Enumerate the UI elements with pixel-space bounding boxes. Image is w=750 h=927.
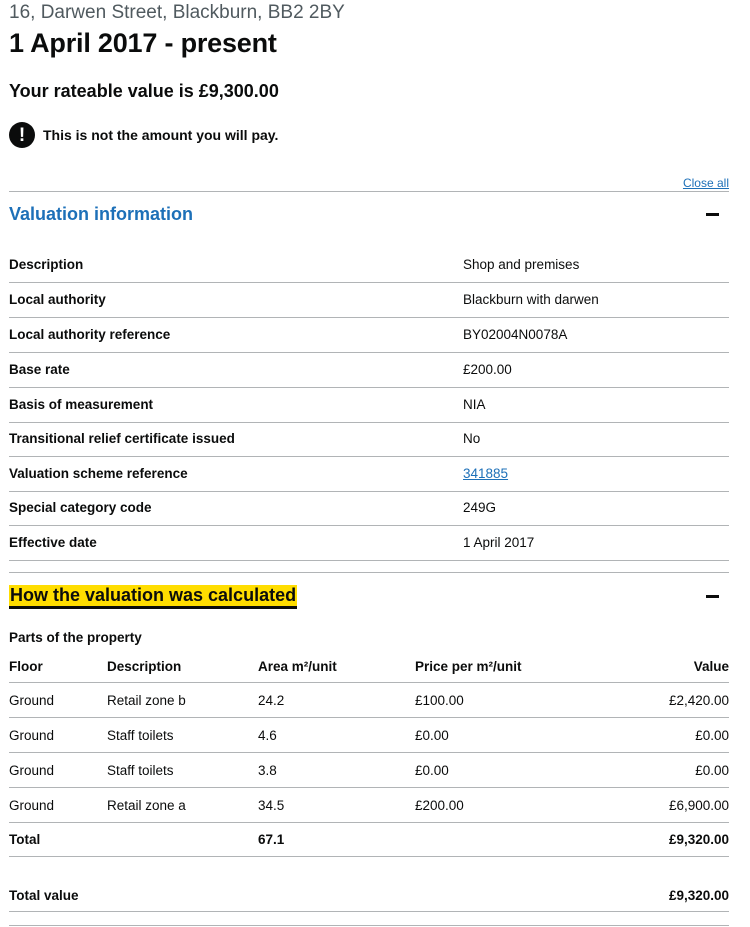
cell-value: £2,420.00 [668, 692, 729, 708]
section-divider [9, 191, 729, 192]
total-row-value: £9,320.00 [668, 832, 729, 847]
table-caption: Parts of the property [9, 630, 142, 645]
summary-key: Valuation scheme reference [9, 466, 188, 481]
exclamation-icon: ! [9, 122, 35, 148]
summary-key: Effective date [9, 535, 97, 550]
summary-row [9, 491, 729, 526]
property-address: 16, Darwen Street, Blackburn, BB2 2BY [9, 2, 345, 23]
cell-description: Staff toilets [107, 727, 174, 743]
table-row [9, 788, 729, 823]
valuation-period-heading: 1 April 2017 - present [9, 28, 277, 58]
summary-row [9, 248, 729, 283]
collapse-icon[interactable] [706, 213, 719, 216]
cell-description: Retail zone a [107, 797, 186, 813]
summary-key: Local authority [9, 292, 106, 307]
total-label: Total [9, 832, 41, 847]
cell-value: £0.00 [695, 762, 729, 778]
table-row [9, 753, 729, 788]
cell-value: £0.00 [695, 727, 729, 743]
cell-description: Retail zone b [107, 692, 186, 708]
cell-floor: Ground [9, 797, 55, 813]
cell-area: 3.8 [258, 762, 277, 778]
cell-price: £0.00 [415, 727, 449, 743]
summary-key: Transitional relief certificate issued [9, 431, 235, 446]
header-floor: Floor [9, 658, 43, 674]
total-value-amount: £9,320.00 [668, 888, 729, 903]
header-description: Description [107, 658, 182, 674]
summary-value: Shop and premises [463, 257, 580, 272]
summary-value: NIA [463, 397, 486, 412]
cell-floor: Ground [9, 692, 55, 708]
summary-key: Description [9, 257, 84, 272]
table-total-row [9, 823, 729, 857]
total-area: 67.1 [258, 832, 285, 847]
header-price: Price per m²/unit [415, 658, 522, 674]
cell-value: £6,900.00 [668, 797, 729, 813]
close-all-link[interactable]: Close all [682, 176, 729, 190]
summary-key: Base rate [9, 362, 70, 377]
collapse-icon[interactable] [706, 595, 719, 598]
table-row [9, 683, 729, 718]
cell-area: 24.2 [258, 692, 285, 708]
header-value: Value [693, 658, 729, 674]
summary-row [9, 457, 729, 492]
rateable-value: Your rateable value is £9,300.00 [9, 81, 279, 101]
summary-value: No [463, 431, 481, 446]
cell-area: 4.6 [258, 727, 277, 743]
summary-row [9, 388, 729, 423]
calculation-heading[interactable]: How the valuation was calculated [10, 585, 297, 605]
cell-floor: Ground [9, 762, 55, 778]
summary-row [9, 422, 729, 457]
summary-value [463, 457, 508, 491]
header-area: Area m²/unit [258, 658, 337, 674]
summary-value: 1 April 2017 [463, 535, 535, 550]
cell-floor: Ground [9, 727, 55, 743]
cell-area: 34.5 [258, 797, 285, 813]
summary-key: Special category code [9, 500, 152, 515]
section-divider [9, 572, 729, 573]
summary-row [9, 353, 729, 388]
cell-price: £200.00 [415, 797, 464, 813]
warning-text [9, 121, 278, 149]
summary-value: 249G [463, 500, 497, 515]
summary-row [9, 318, 729, 353]
cell-description: Staff toilets [107, 762, 174, 778]
cell-price: £0.00 [415, 762, 449, 778]
section-divider [9, 925, 729, 926]
summary-row [9, 526, 729, 561]
table-row [9, 718, 729, 753]
warning-message: This is not the amount you will pay. [43, 127, 279, 143]
summary-value: BY02004N0078A [463, 327, 568, 342]
summary-value: Blackburn with darwen [463, 292, 599, 307]
cell-price: £100.00 [415, 692, 464, 708]
total-value-row [9, 880, 729, 912]
valuation-information-heading[interactable]: Valuation information [9, 204, 194, 224]
table-header-row [9, 650, 729, 683]
summary-key: Basis of measurement [9, 397, 154, 412]
summary-key: Local authority reference [9, 327, 171, 342]
total-value-label: Total value [9, 888, 79, 903]
summary-row [9, 283, 729, 318]
valuation-scheme-link[interactable]: 341885 [463, 466, 509, 481]
summary-value: £200.00 [463, 362, 512, 377]
